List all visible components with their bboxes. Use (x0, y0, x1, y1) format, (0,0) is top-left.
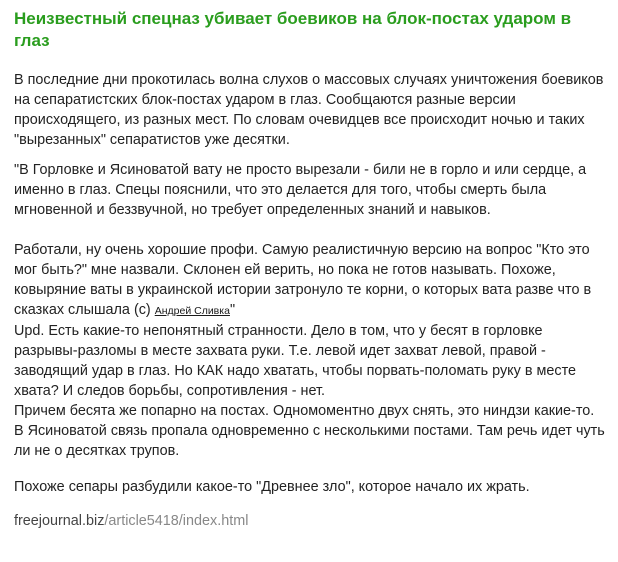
spacer (14, 230, 610, 240)
paragraph-yasinovataya: В Ясиноватой связь пропала одновременно с несколькими постами. Там речь идет чуть ли не о десятках трупов. (14, 423, 605, 459)
paragraph-profi (14, 240, 610, 321)
paragraph-pairs: Причем бесята же попарно на постах. Одномоментно двух снять, это ниндзи какие-то. (14, 403, 595, 419)
paragraph-quote: "В Горловке и Ясиноватой вату не просто вырезали - били не в горло и или сердце, а именно в глаз. Спецы пояснили, что это делается для того, чтобы смерть была мгновенной и беззвучной, но требует определенных знаний и навыков. (14, 162, 587, 218)
article-title: Неизвестный спецназ убивает боевиков на блок-постах ударом в глаз (14, 9, 572, 50)
paragraph-update: Upd. Есть какие-то непонятный странности. Дело в том, что у бесят в горловке разрывы-разломы в месте захвата руки. Т.е. левой идет захват левой, правой - заводящий удар в глаз. Но КАК надо хватать, чтобы порвать-поломать руку в месте хвата? И следов борьбы, сопротивления - нет. (14, 323, 577, 399)
paragraph-profi-text: Работали, ну очень хорошие профи. Самую реалистичную версию на вопрос "Кто это мог быть?" мне назвали. Склонен ей верить, но пока не готов называть. Похоже, ковыряние ваты в украинской истории затронуло те корни, о которых вата разве что в сказках слышала (c) (14, 242, 592, 318)
paragraph-intro: В последние дни прокотилась волна слухов о массовых случаях уничтожения боевиков на сепаратистских блок-постах ударом в глаз. Сообщаются разные версии происходящего, из разных мест. По словам очевидцев все происходит ночью и таких "вырезанных" сепаратистов уже десятки. (14, 72, 604, 148)
article (14, 8, 610, 531)
paragraph-closing: Похоже сепары разбудили какое-то "Древнее зло", которое начало их жрать. (14, 479, 530, 495)
source-path: /article5418/index.html (104, 513, 249, 529)
quote-close: " (229, 302, 236, 318)
source-link[interactable] (14, 511, 610, 531)
source-domain: freejournal.biz (14, 513, 105, 529)
author-link[interactable]: Андрей Сливка (154, 305, 230, 317)
